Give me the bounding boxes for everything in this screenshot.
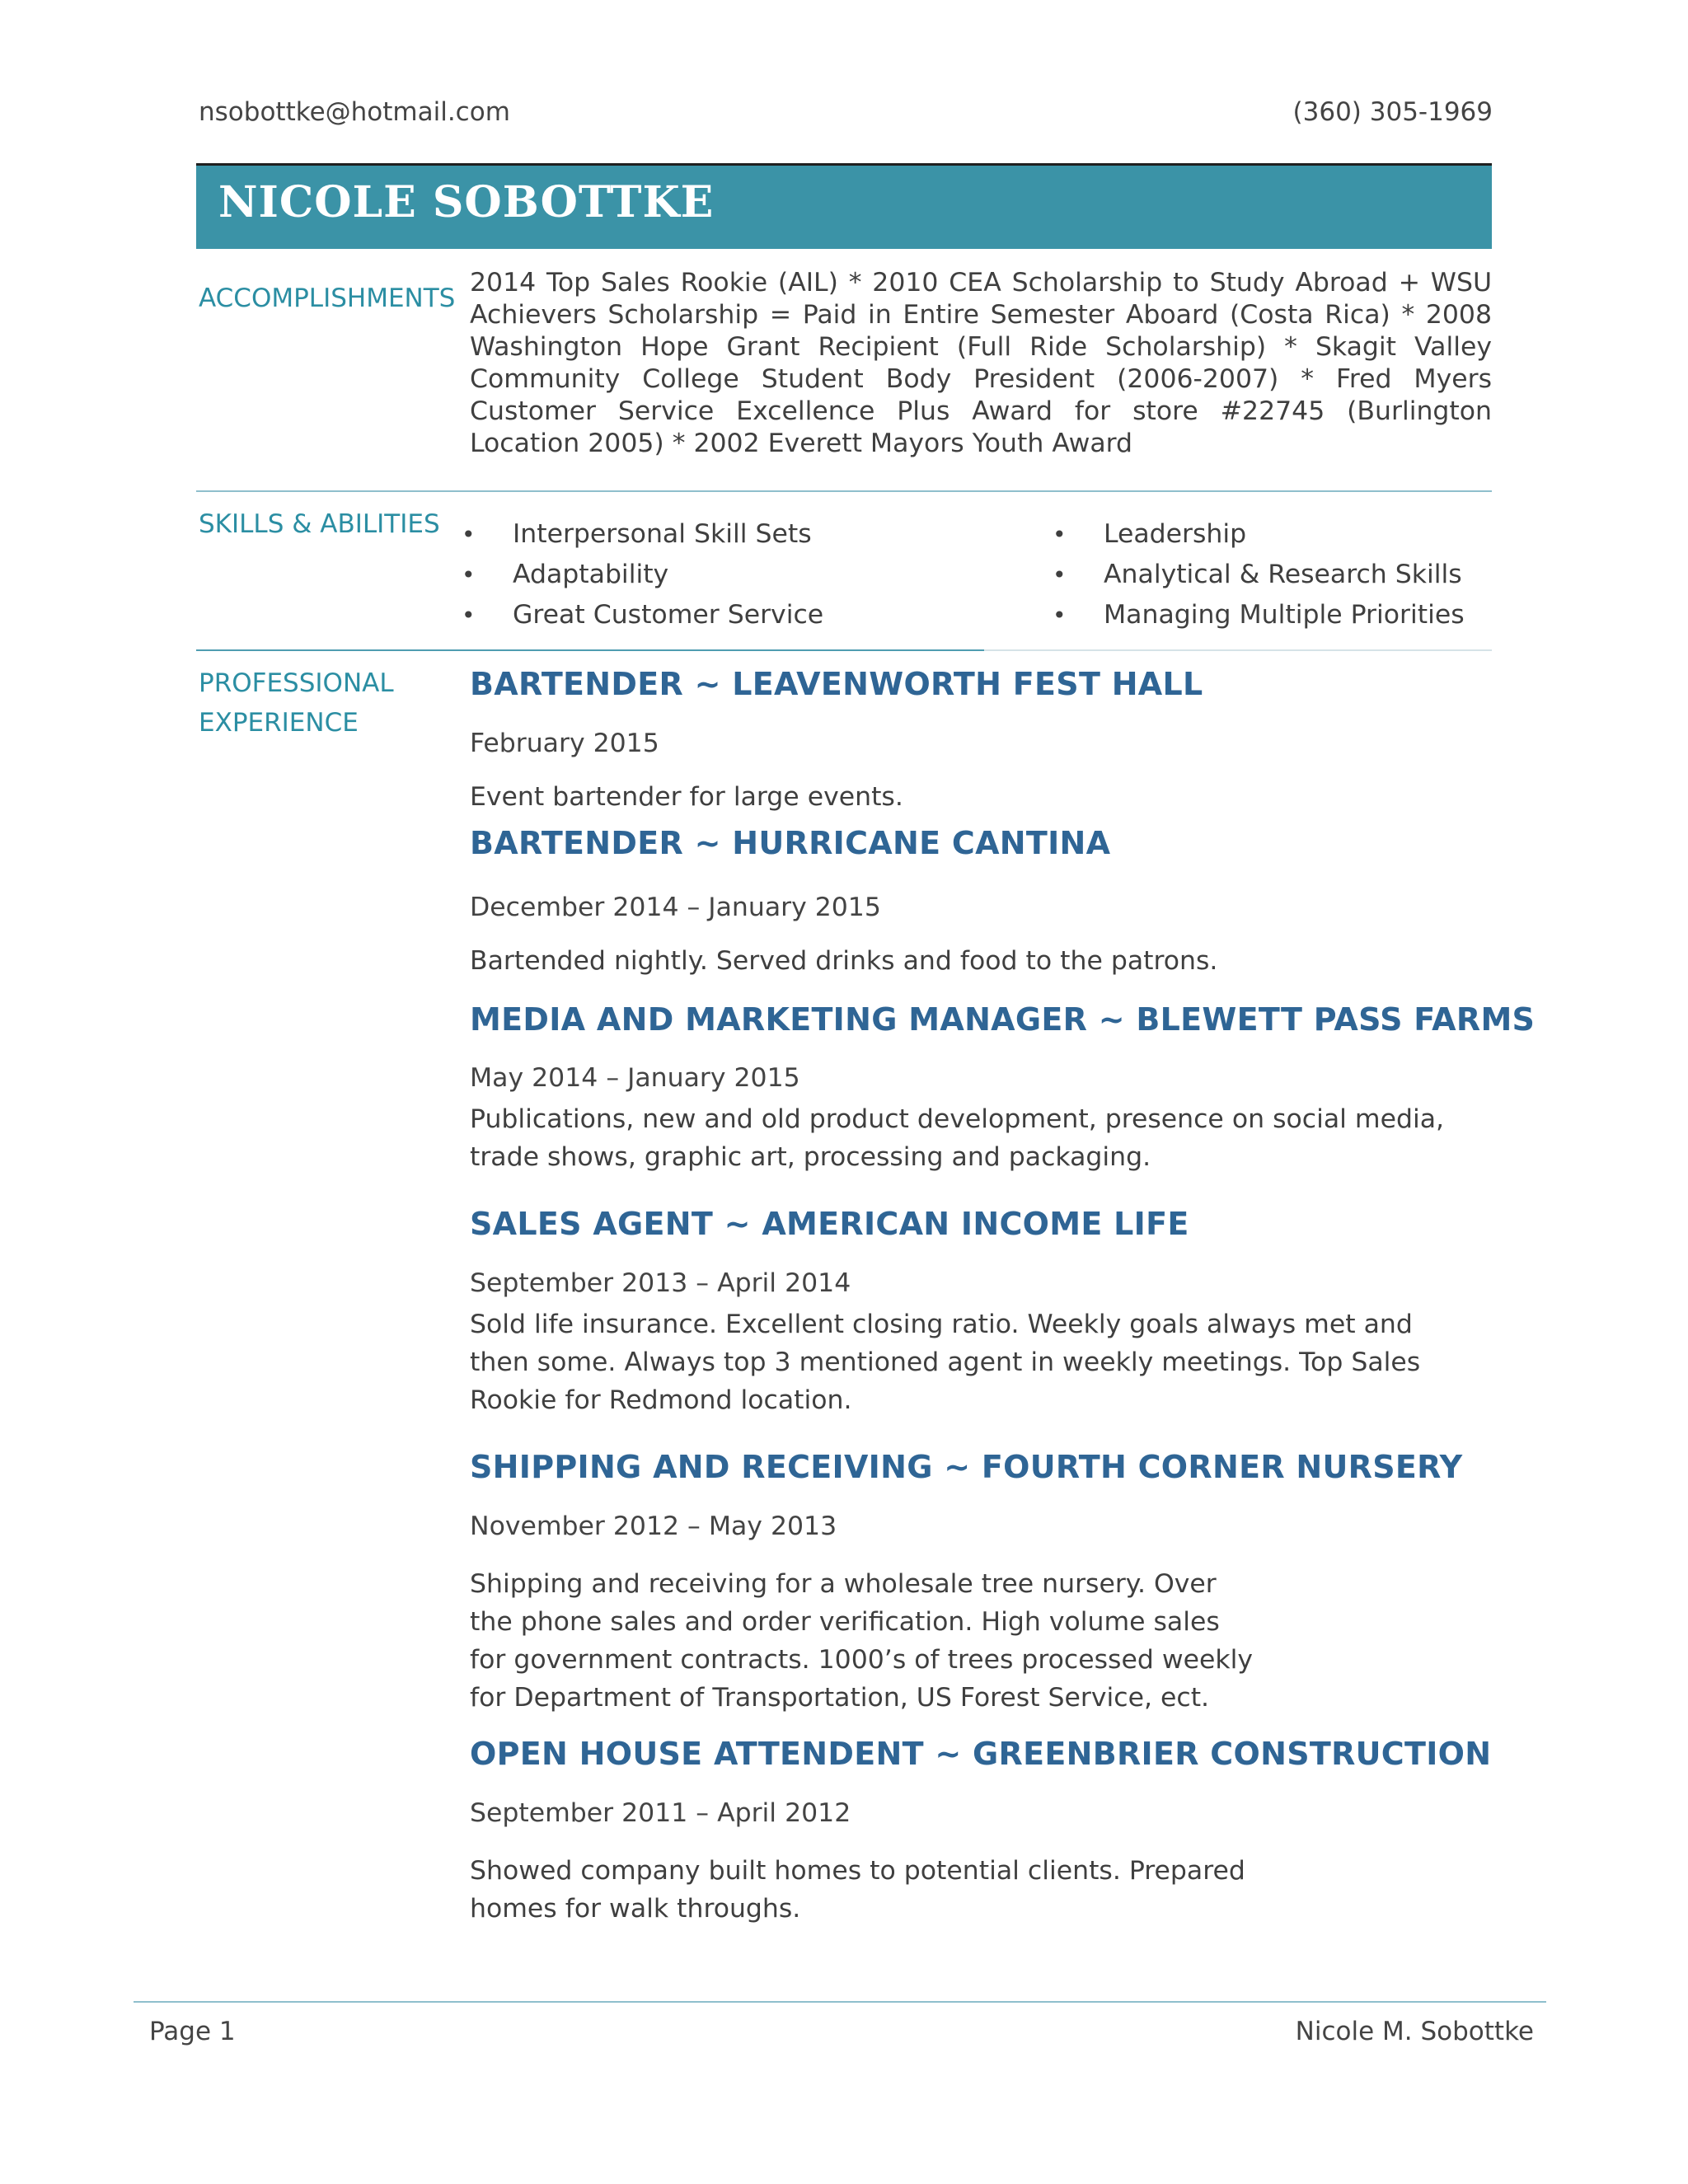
skills-list-right — [1053, 514, 1465, 635]
skill-item: • Interpersonal Skill Sets — [462, 514, 823, 555]
job-title: BARTENDER ~ HURRICANE CANTINA — [470, 825, 1111, 861]
accomplishments-heading: ACCOMPLISHMENTS — [199, 284, 456, 313]
skill-item: • Adaptability — [462, 555, 823, 595]
skill-item: • Great Customer Service — [462, 595, 823, 635]
job-entry — [470, 666, 1492, 812]
job-description: Showed company built homes to potential clients. Prepared homes for walk throughs. — [470, 1856, 1245, 1924]
skill-item: • Leadership — [1053, 514, 1465, 555]
accomplishments-text: 2014 Top Sales Rookie (AIL) * 2010 CEA Scholarship to Study Abroad + WSU Achievers Scholarship = Paid in Entire Semester Aboard (Costa Rica) * 2008 Washington Hope Grant Recipient (Full Ride Scholarship) * Skagit Valley Community College Student Body President (2006-2007) * Fred Myers Customer Service Excellence Plus Award for store #22745 (Burlington Location 2005) * 2002 Everett Mayors Youth Award — [470, 268, 1492, 458]
job-dates: November 2012 – May 2013 — [470, 1511, 837, 1541]
job-description: Event bartender for large events. — [470, 782, 903, 812]
section-divider — [984, 649, 1492, 651]
name-banner — [196, 163, 1492, 249]
skills-list-left — [462, 514, 823, 635]
job-dates: September 2013 – April 2014 — [470, 1268, 851, 1298]
job-entry — [470, 1001, 1536, 1172]
job-description: Shipping and receiving for a wholesale tree nursery. Over the phone sales and order verification. High volume sales for government contracts. 1000’s of trees processed weekly for Department of Transportation, US Forest Service, ect. — [470, 1569, 1253, 1713]
footer-divider — [134, 2001, 1546, 2003]
job-dates: December 2014 – January 2015 — [470, 893, 881, 922]
section-divider — [196, 649, 984, 651]
candidate-name: NICOLE SOBOTTKE — [218, 177, 715, 227]
job-title: SHIPPING AND RECEIVING ~ FOURTH CORNER NURSERY — [470, 1449, 1463, 1485]
skill-item: • Managing Multiple Priorities — [1053, 595, 1465, 635]
job-title: BARTENDER ~ LEAVENWORTH FEST HALL — [470, 666, 1203, 702]
footer-author-name: Nicole M. Sobottke — [1295, 2017, 1534, 2046]
job-description: Publications, new and old product development, presence on social media, trade shows, graphic art, processing and packaging. — [470, 1104, 1445, 1172]
job-title: OPEN HOUSE ATTENDENT ~ GREENBRIER CONSTRUCTION — [470, 1736, 1492, 1772]
job-entry — [470, 825, 1492, 976]
job-entry — [470, 1206, 1492, 1415]
job-description: Bartended nightly. Served drinks and food to the patrons. — [470, 946, 1218, 976]
job-entry — [470, 1449, 1492, 1713]
experience-heading — [199, 663, 462, 743]
section-divider — [196, 490, 1492, 492]
experience-heading-line1: PROFESSIONAL — [199, 668, 394, 698]
experience-heading-line2: EXPERIENCE — [199, 708, 359, 738]
job-dates: September 2011 – April 2012 — [470, 1798, 851, 1828]
contact-email[interactable]: nsobottke@hotmail.com — [199, 97, 510, 127]
job-title: SALES AGENT ~ AMERICAN INCOME LIFE — [470, 1206, 1189, 1242]
job-dates: May 2014 – January 2015 — [470, 1063, 800, 1093]
job-dates: February 2015 — [470, 729, 659, 758]
job-entry — [470, 1736, 1492, 1924]
job-title: MEDIA AND MARKETING MANAGER ~ BLEWETT PASS FARMS — [470, 1001, 1536, 1038]
skills-heading: SKILLS & ABILITIES — [199, 509, 440, 539]
skill-item: • Analytical & Research Skills — [1053, 555, 1465, 595]
job-description: Sold life insurance. Excellent closing ratio. Weekly goals always met and then some. Always top 3 mentioned agent in weekly meetings. Top Sales Rookie for Redmond location. — [470, 1310, 1421, 1415]
contact-phone: (360) 305-1969 — [1292, 97, 1493, 127]
footer-page-number: Page 1 — [149, 2017, 236, 2046]
